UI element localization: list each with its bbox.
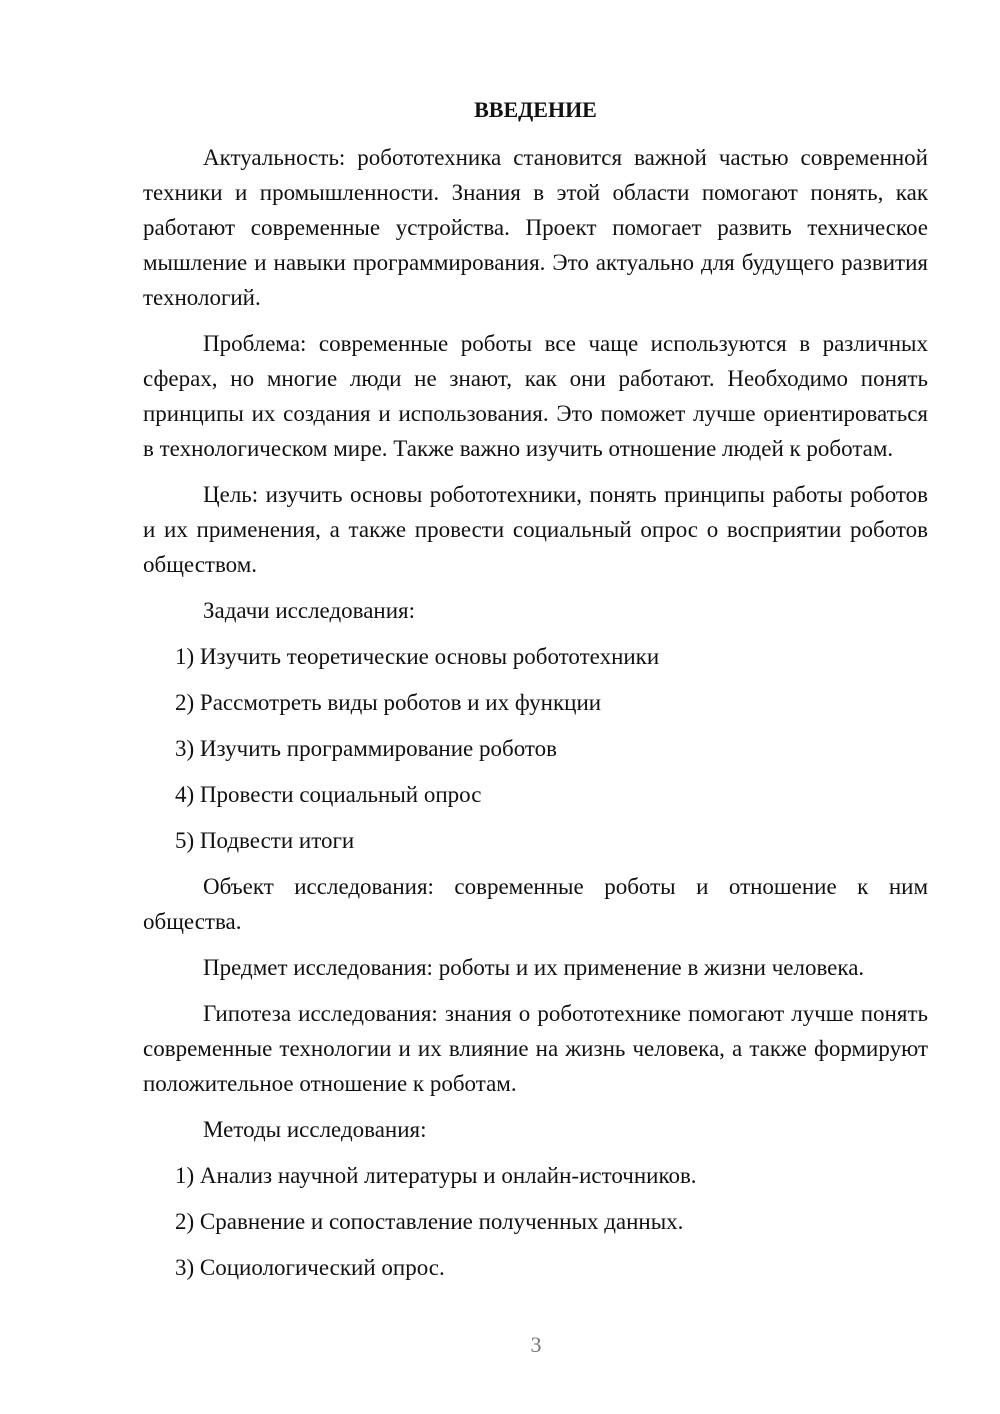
task-item: 3) Изучить программирование роботов bbox=[175, 736, 558, 761]
document-page bbox=[143, 92, 928, 1296]
methods-list bbox=[143, 1158, 928, 1285]
subject-paragraph: Предмет исследования: роботы и их применение в жизни человека. bbox=[203, 955, 865, 980]
tasks-list bbox=[143, 639, 928, 858]
problem-paragraph: Проблема: современные роботы все чаще используются в различных сферах, но многие люди не знают, как они работают. Необходимо понять принципы их создания и использования. Это поможет лучше ориентироваться в технологическом мире. Также важно изучить отношение людей к роботам. bbox=[143, 331, 928, 461]
methods-title: Методы исследования: bbox=[203, 1117, 427, 1142]
hypothesis-paragraph: Гипотеза исследования: знания о робототехнике помогают лучше понять современные технологии и их влияние на жизнь человека, а также формируют положительное отношение к роботам. bbox=[143, 1001, 928, 1096]
method-item: 3) Социологический опрос. bbox=[175, 1255, 445, 1280]
task-item: 5) Подвести итоги bbox=[175, 828, 355, 853]
object-paragraph: Объект исследования: современные роботы и отношение к ним общества. bbox=[143, 874, 928, 934]
section-heading: ВВЕДЕНИЕ bbox=[474, 97, 597, 122]
relevance-paragraph: Актуальность: робототехника становится важной частью современной техники и промышленности. Знания в этой области помогают понять, как работают современные устройства. Проект помогает развить техническое мышление и навыки программирования. Это актуально для будущего развития технологий. bbox=[143, 145, 928, 310]
goal-paragraph: Цель: изучить основы робототехники, понять принципы работы роботов и их применения, а также провести социальный опрос о восприятии роботов обществом. bbox=[143, 482, 928, 577]
task-item: 4) Провести социальный опрос bbox=[175, 782, 482, 807]
method-item: 2) Сравнение и сопоставление полученных данных. bbox=[175, 1209, 684, 1234]
task-item: 2) Рассмотреть виды роботов и их функции bbox=[175, 690, 602, 715]
method-item: 1) Анализ научной литературы и онлайн-источников. bbox=[175, 1163, 697, 1188]
tasks-title: Задачи исследования: bbox=[203, 598, 416, 623]
task-item: 1) Изучить теоретические основы робототехники bbox=[175, 644, 660, 669]
page-number: 3 bbox=[530, 1332, 542, 1357]
